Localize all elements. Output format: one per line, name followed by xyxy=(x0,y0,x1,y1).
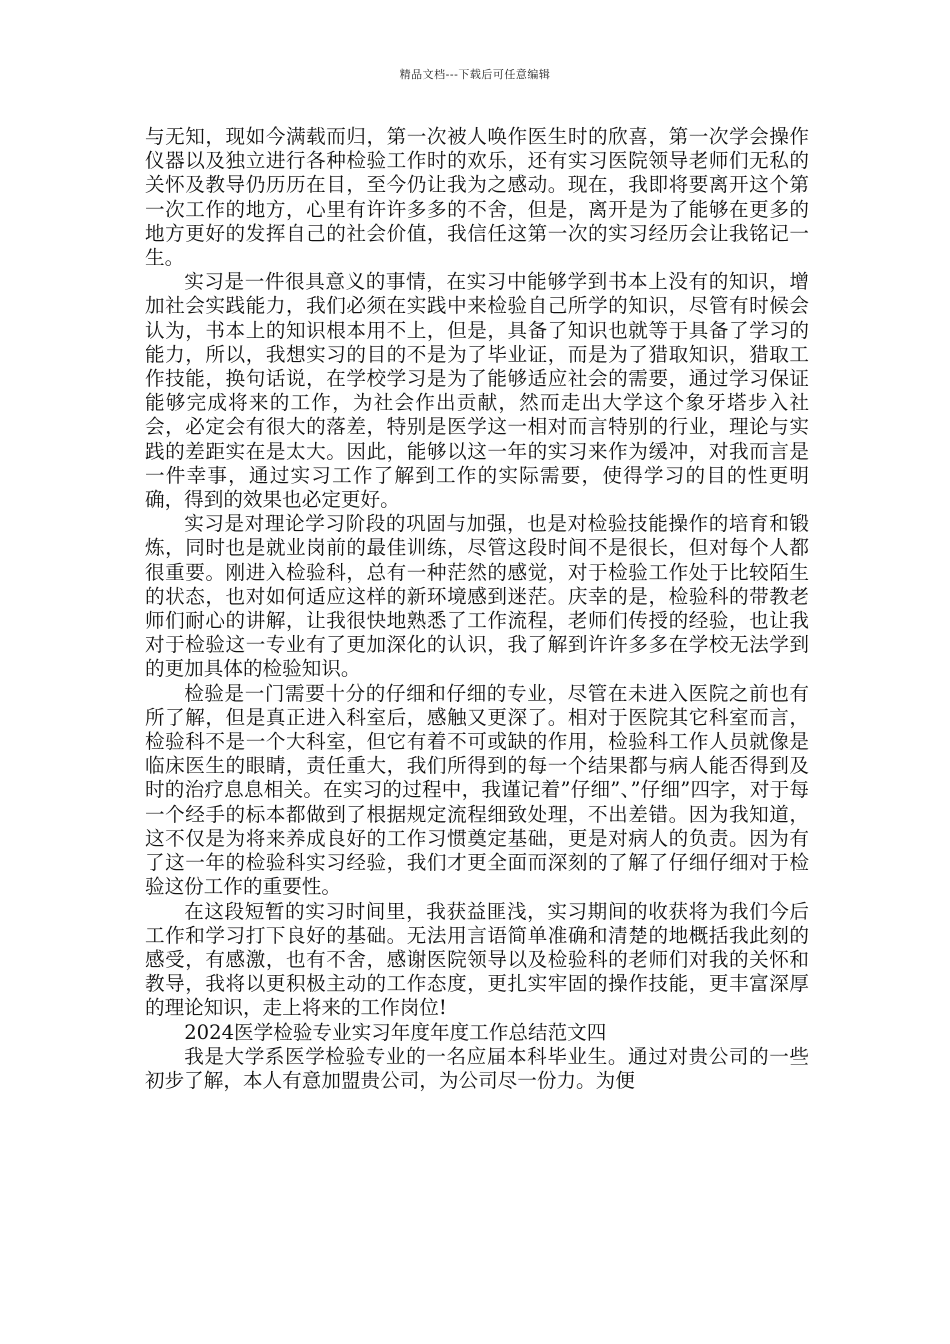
paragraph-3: 实习是对理论学习阶段的巩固与加强，也是对检验技能操作的培育和锻炼，同时也是就业岗前的最佳训练，尽管这段时间不是很长，但对每个人都很重要。刚进入检验科，总有一种茫然的感觉，对于检验工作处于比较陌生的状态，也对如何适应这样的新环境感到迷茫。庆幸的是，检验科的带教老师们耐心的讲解，让我很快地熟悉了工作流程，老师们传授的经验，也让我对于检验这一专业有了更加深化的认识，我了解到许许多多在学校无法学到的更加具体的检验知识。 xyxy=(145,512,809,681)
paragraph-5: 在这段短暂的实习时间里，我获益匪浅，实习期间的收获将为我们今后工作和学习打下良好的基础。无法用言语简单准确和清楚的地概括我此刻的感受，有感激，也有不舍，感谢医院领导以及检验科的老师们对我的关怀和教导，我将以更积极主动的工作态度，更扎实牢固的操作技能，更丰富深厚的理论知识，走上将来的工作岗位! xyxy=(145,899,809,1020)
paragraph-1: 与无知，现如今满载而归，第一次被人唤作医生时的欣喜，第一次学会操作仪器以及独立进行各种检验工作时的欢乐，还有实习医院领导老师们无私的关怀及教导仍历历在目，至今仍让我为之感动。现在，我即将要离开这个第一次工作的地方，心里有许许多多的不舍，但是，离开是为了能够在更多的地方更好的发挥自己的社会价值，我信任这第一次的实习经历会让我铭记一生。 xyxy=(145,125,809,270)
document-body xyxy=(145,125,809,1093)
paragraph-6: 我是大学系医学检验专业的一名应届本科毕业生。通过对贵公司的一些初步了解，本人有意加盟贵公司，为公司尽一份力。为便 xyxy=(145,1044,809,1092)
page-header: 精品文档---下载后可任意编辑 xyxy=(399,68,551,81)
paragraph-4: 检验是一门需要十分的仔细和仔细的专业，尽管在未进入医院之前也有所了解，但是真正进入科室后，感触又更深了。相对于医院其它科室而言，检验科不是一个大科室，但它有着不可或缺的作用，检验科工作人员就像是临床医生的眼睛，责任重大，我们所得到的每一个结果都与病人能否得到及时的治疗息息相关。在实习的过程中，我谨记着”仔细”、”仔细”四字，对于每一个经手的标本都做到了根据规定流程细致处理，不出差错。因为我知道，这不仅是为将来养成良好的工作习惯奠定基础，更是对病人的负责。因为有了这一年的检验科实习经验，我们才更全面而深刻的了解了仔细仔细对于检验这份工作的重要性。 xyxy=(145,681,809,899)
section-title: 2024医学检验专业实习年度年度工作总结范文四 xyxy=(184,1020,607,1044)
paragraph-2: 实习是一件很具意义的事情，在实习中能够学到书本上没有的知识，增加社会实践能力，我们必须在实践中来检验自己所学的知识，尽管有时候会认为，书本上的知识根本用不上，但是，具备了知识也就等于具备了学习的能力，所以，我想实习的目的不是为了毕业证，而是为了猎取知识，猎取工作技能，换句话说，在学校学习是为了能够适应社会的需要，通过学习保证能够完成将来的工作，为社会作出贡献，然而走出大学这个象牙塔步入社会，必定会有很大的落差，特别是医学这一相对而言特别的行业，理论与实践的差距实在是太大。因此，能够以这一年的实习来作为缓冲，对我而言是一件幸事，通过实习工作了解到工作的实际需要，使得学习的目的性更明确，得到的效果也必定更好。 xyxy=(145,270,809,512)
